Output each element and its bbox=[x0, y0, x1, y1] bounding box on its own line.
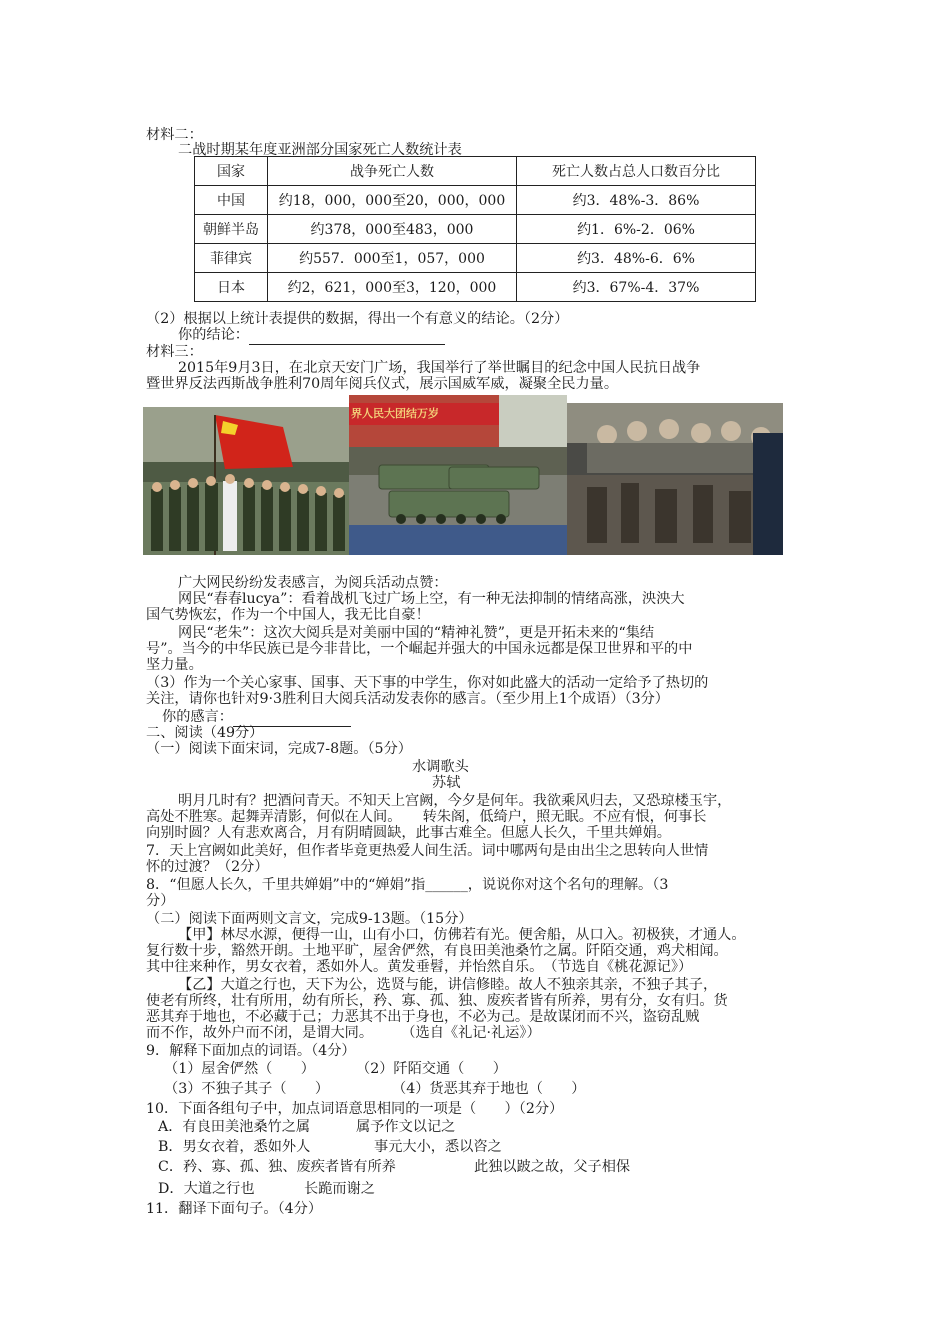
question-8: 8．“但愿人长久，千里共婵娟”中的“婵娟”指______，说说你对这个名句的理解。（3 bbox=[146, 877, 669, 893]
flag-guard-image bbox=[143, 407, 349, 555]
table-header-row bbox=[195, 157, 756, 186]
conclusion-line bbox=[178, 327, 445, 345]
netizen-comment-1-cont: 国气势恢宏，作为一个中国人，我无比自豪！ bbox=[146, 607, 430, 623]
passage-jia: 【甲】林尽水源，便得一山，山有小口，仿佛若有光。便舍船，从口入。初极狭，才通人。 bbox=[178, 927, 746, 943]
question-7-cont: 怀的过渡？（2分） bbox=[146, 859, 269, 875]
question-9-item: （3）不独子其子（ ） bbox=[164, 1081, 330, 1097]
section-heading: 二、阅读（49分） bbox=[146, 725, 264, 741]
passage-yi-cont: 而不作，故外户而不闭，是谓大同。 （选自《礼记·礼运》） bbox=[146, 1025, 541, 1041]
question-8-cont: 分） bbox=[146, 893, 175, 909]
missile-vehicles-photo bbox=[349, 395, 567, 555]
table-row bbox=[195, 244, 756, 273]
question-9-item: （4）货恶其弃于地也（ ） bbox=[392, 1081, 586, 1097]
table-cell: 约1．6%-2．06% bbox=[517, 215, 756, 244]
material2-label: 材料二： bbox=[146, 127, 203, 143]
question-10-option: 长跪而谢之 bbox=[304, 1181, 375, 1197]
passage-yi: 【乙】大道之行也，天下为公，选贤与能，讲信修睦。故人不独亲其亲，不独子其子， bbox=[178, 977, 718, 993]
table-header-cell: 国家 bbox=[195, 157, 268, 186]
table-row bbox=[195, 215, 756, 244]
table-cell: 中国 bbox=[195, 186, 268, 215]
table-cell: 日本 bbox=[195, 273, 268, 302]
netizen-intro: 广大网民纷纷发表感言，为阅兵活动点赞： bbox=[178, 575, 448, 591]
passage-yi-cont: 使老有所终，壮有所用，幼有所长，矜、寡、孤、独、废疾者皆有所养，男有分，女有归。货 bbox=[146, 993, 728, 1009]
question-10-option: C．矜、寡、孤、独、废疾者皆有所养 bbox=[158, 1159, 396, 1175]
flag-guard-photo bbox=[143, 407, 349, 555]
question-9-item: （2）阡陌交通（ ） bbox=[356, 1061, 507, 1077]
table-cell: 约3．48%-3．86% bbox=[517, 186, 756, 215]
question-10: 10．下面各组句子中，加点词语意思相同的一项是（ ）（2分） bbox=[146, 1101, 564, 1117]
poem-line: 明月几时有？把酒问青天。不知天上宫阙，今夕是何年。我欲乘风归去，又恐琼楼玉宇， bbox=[178, 793, 732, 809]
table-title: 二战时期某年度亚洲部分国家死亡人数统计表 bbox=[178, 142, 462, 158]
table-row bbox=[195, 186, 756, 215]
veterans-photo bbox=[567, 403, 783, 555]
question-9-item: （1）屋舍俨然（ ） bbox=[164, 1061, 315, 1077]
part2-heading: （二）阅读下面两则文言文，完成9-13题。（15分） bbox=[146, 911, 473, 927]
question-10-option: 事元大小，悉以咨之 bbox=[374, 1139, 502, 1155]
netizen-comment-2-cont: 号”。当今的中华民族已是今非昔比，一个崛起并强大的中国永远都是保卫世界和平的中 bbox=[146, 641, 693, 657]
question-10-option: 属予作文以记之 bbox=[356, 1119, 456, 1135]
table-cell: 朝鲜半岛 bbox=[195, 215, 268, 244]
table-row bbox=[195, 273, 756, 302]
passage-jia-cont: 复行数十步，豁然开朗。土地平旷，屋舍俨然，有良田美池桑竹之属。阡陌交通，鸡犬相闻。 bbox=[146, 943, 728, 959]
table-header-cell: 死亡人数占总人口数百分比 bbox=[517, 157, 756, 186]
table-cell: 约2，621，000至3，120，000 bbox=[268, 273, 517, 302]
question-11: 11．翻译下面句子。（4分） bbox=[146, 1201, 323, 1217]
part1-heading: （一）阅读下面宋词，完成7-8题。（5分） bbox=[146, 741, 412, 757]
conclusion-answer-blank[interactable] bbox=[249, 327, 445, 345]
passage-yi-cont: 恶其弃于地也，不必藏于己；力恶其不出于身也，不必为己。是故谋闭而不兴，盗窃乱贼 bbox=[146, 1009, 700, 1025]
question-9: 9．解释下面加点的词语。（4分） bbox=[146, 1043, 356, 1059]
question-3-cont: 关注，请你也针对9·3胜利日大阅兵活动发表你的感言。（至少用上1个成语）（3分） bbox=[146, 691, 669, 707]
veterans-image bbox=[567, 403, 783, 555]
table-cell: 菲律宾 bbox=[195, 244, 268, 273]
table-cell: 约3．67%-4．37% bbox=[517, 273, 756, 302]
question-10-option: B．男女衣着，悉如外人 bbox=[158, 1139, 311, 1155]
poem-title: 水调歌头 bbox=[412, 759, 469, 775]
question-10-option: 此独以跛之故，父子相保 bbox=[474, 1159, 631, 1175]
table-header-cell: 战争死亡人数 bbox=[268, 157, 517, 186]
table-cell: 约18，000，000至20，000，000 bbox=[268, 186, 517, 215]
question-10-option: A．有良田美池桑竹之属 bbox=[158, 1119, 311, 1135]
tiananmen-slogan: 界人民大团结万岁 bbox=[351, 407, 439, 420]
question-7: 7．天上宫阙如此美好，但作者毕竟更热爱人间生活。词中哪两句是由出尘之思转向人世情 bbox=[146, 843, 709, 859]
passage-jia-cont: 其中往来种作，男女衣着，悉如外人。黄发垂髫，并怡然自乐。 （节选自《桃花源记》） bbox=[146, 959, 693, 975]
material3-paragraph: 暨世界反法西斯战争胜利70周年阅兵仪式，展示国威军威，凝聚全民力量。 bbox=[146, 376, 619, 392]
question-2: （2）根据以上统计表提供的数据，得出一个有意义的结论。（2分） bbox=[146, 311, 569, 327]
question-10-option: D．大道之行也 bbox=[158, 1181, 255, 1197]
question-3: （3）作为一个关心家事、国事、天下事的中学生，你对如此盛大的活动一定给予了热切的 bbox=[146, 675, 709, 691]
table-cell: 约3．48%-6．6% bbox=[517, 244, 756, 273]
netizen-comment-1: 网民“春春lucya”：看着战机飞过广场上空，有一种无法抑制的情绪高涨，泱泱大 bbox=[178, 591, 685, 607]
poem-line: 高处不胜寒。起舞弄清影，何似在人间。 转朱阁，低绮户，照无眠。不应有恨，何事长 bbox=[146, 809, 707, 825]
netizen-comment-2: 网民“老朱”：这次大阅兵是对美丽中国的“精神礼赞”，更是开拓未来的“集结 bbox=[178, 625, 655, 641]
conclusion-label: 你的结论： bbox=[178, 327, 249, 343]
table-cell: 约557．000至1，057，000 bbox=[268, 244, 517, 273]
netizen-comment-2-cont: 坚力量。 bbox=[146, 657, 203, 673]
feeling-label: 你的感言： bbox=[162, 709, 233, 725]
table-cell: 约378，000至483，000 bbox=[268, 215, 517, 244]
poem-author: 苏轼 bbox=[432, 775, 461, 791]
material3-label: 材料三： bbox=[146, 344, 203, 360]
death-statistics-table bbox=[194, 156, 756, 302]
material3-paragraph: 2015年9月3日，在北京天安门广场，我国举行了举世瞩目的纪念中国人民抗日战争 bbox=[178, 360, 701, 376]
poem-line: 向别时圆？人有悲欢离合，月有阴晴圆缺，此事古难全。但愿人长久，千里共婵娟。 bbox=[146, 825, 671, 841]
